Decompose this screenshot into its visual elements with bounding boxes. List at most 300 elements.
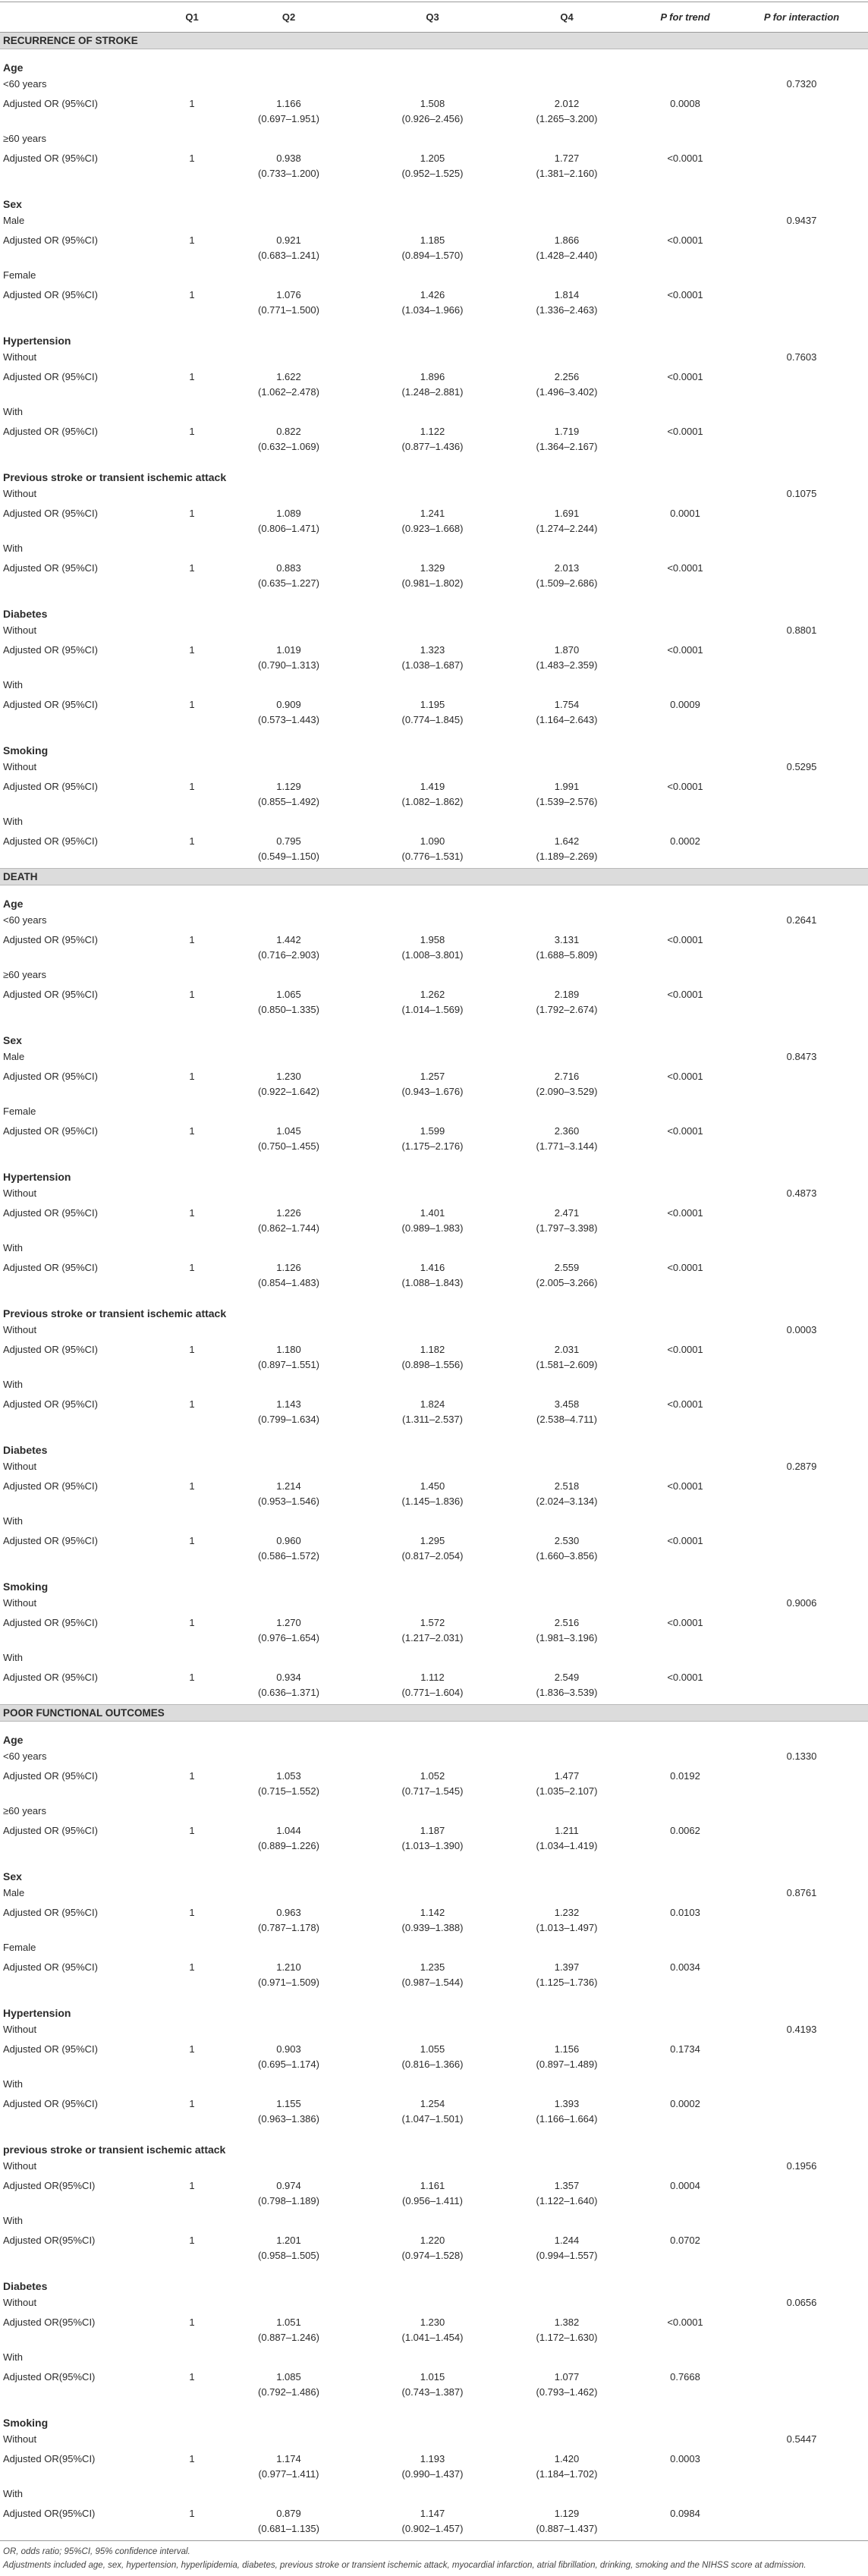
p-trend-value: <0.0001 [667, 1124, 703, 1137]
q4-confidence-interval: (1.539–2.576) [536, 795, 598, 807]
empty-cell [366, 541, 498, 556]
header-p-trend [635, 2, 735, 33]
empty-cell [366, 814, 498, 829]
section-row [0, 33, 868, 49]
empty-cell [735, 1201, 868, 1241]
empty-cell [498, 1804, 635, 1819]
q4-estimate [498, 283, 635, 322]
empty-cell [735, 131, 868, 146]
q3-estimate [366, 1764, 498, 1804]
estimate-row [0, 775, 868, 814]
header-p-interaction-text: P for interaction [763, 11, 840, 23]
header-q3: Q3 [366, 2, 498, 33]
q3-estimate [366, 2365, 498, 2405]
subgroup-name: <60 years [3, 78, 47, 90]
q3-or-value: 1.090 [420, 835, 445, 847]
q2-estimate [211, 1065, 366, 1104]
empty-cell [735, 1819, 868, 1858]
empty-cell [211, 131, 366, 146]
q2-estimate [211, 1119, 366, 1159]
empty-cell [735, 678, 868, 693]
q2-confidence-interval: (0.790–1.313) [258, 659, 319, 671]
q2-estimate [211, 1819, 366, 1858]
q3-estimate [366, 146, 498, 186]
estimate-label: Adjusted OR(95%CI) [3, 2316, 96, 2328]
q2-or-value: 0.960 [276, 1534, 301, 1546]
p-trend-value: <0.0001 [667, 643, 703, 656]
empty-cell [173, 2159, 211, 2174]
empty-cell [211, 2077, 366, 2092]
q3-confidence-interval: (1.248–2.881) [401, 385, 464, 398]
empty-cell [498, 1650, 635, 1665]
empty-cell [635, 268, 735, 283]
estimate-row [0, 928, 868, 967]
q3-estimate [366, 2037, 498, 2077]
q3-estimate [366, 420, 498, 459]
empty-cell [498, 1886, 635, 1901]
subgroup-name: Without [3, 2024, 37, 2035]
q2-or-value: 1.045 [276, 1124, 301, 1137]
q1-reference: 1 [189, 698, 195, 710]
empty-cell [735, 1241, 868, 1256]
q2-confidence-interval: (0.632–1.069) [258, 440, 319, 452]
group-title: Age [3, 61, 24, 74]
estimate-label: Adjusted OR (95%CI) [3, 152, 98, 164]
empty-cell [498, 2432, 635, 2447]
empty-cell [735, 1940, 868, 1955]
empty-cell [635, 760, 735, 775]
q4-confidence-interval: (1.172–1.630) [536, 2331, 598, 2343]
empty-cell [735, 814, 868, 829]
q3-or-value: 1.262 [420, 988, 445, 1000]
p-trend-value: <0.0001 [667, 370, 703, 382]
estimate-label: Adjusted OR (95%CI) [3, 1070, 98, 1082]
q2-or-value: 1.044 [276, 1824, 301, 1836]
empty-cell [366, 2159, 498, 2174]
subgroup-row [0, 131, 868, 146]
q4-confidence-interval: (1.364–2.167) [536, 440, 598, 452]
empty-cell [498, 1459, 635, 1474]
q4-estimate [498, 1201, 635, 1241]
empty-cell [173, 913, 211, 928]
q3-confidence-interval: (1.088–1.843) [401, 1276, 464, 1288]
q3-or-value: 1.235 [420, 1961, 445, 1973]
empty-cell [635, 486, 735, 502]
subgroup-row [0, 1323, 868, 1338]
empty-cell [366, 1241, 498, 1256]
q3-estimate [366, 283, 498, 322]
q2-estimate [211, 1392, 366, 1432]
estimate-label: Adjusted OR (95%CI) [3, 234, 98, 246]
q2-confidence-interval: (0.695–1.174) [258, 2058, 319, 2070]
estimate-label: Adjusted OR (95%CI) [3, 988, 98, 1000]
q4-or-value: 1.244 [554, 2234, 580, 2246]
q4-confidence-interval: (1.265–3.200) [536, 112, 598, 124]
q4-estimate [498, 1474, 635, 1514]
q3-confidence-interval: (1.038–1.687) [401, 659, 464, 671]
subgroup-row [0, 814, 868, 829]
empty-cell [635, 1804, 735, 1819]
q2-or-value: 0.903 [276, 2043, 301, 2055]
q2-confidence-interval: (0.922–1.642) [258, 1085, 319, 1097]
empty-cell [211, 1514, 366, 1529]
subgroup-row [0, 1104, 868, 1119]
estimate-row [0, 829, 868, 869]
subgroup-name: Female [3, 269, 36, 281]
estimate-label: Adjusted OR (95%CI) [3, 2097, 98, 2109]
empty-cell [735, 146, 868, 186]
group-row [0, 1568, 868, 1596]
q3-or-value: 1.323 [420, 643, 445, 656]
q3-estimate [366, 1392, 498, 1432]
empty-cell [366, 2077, 498, 2092]
subgroup-row [0, 760, 868, 775]
subgroup-row [0, 213, 868, 228]
q4-confidence-interval: (1.013–1.497) [536, 1921, 598, 1933]
empty-cell [735, 1514, 868, 1529]
estimate-row [0, 502, 868, 541]
q2-or-value: 0.909 [276, 698, 301, 710]
q2-or-value: 1.143 [276, 1398, 301, 1410]
empty-cell [366, 350, 498, 365]
q3-confidence-interval: (0.926–2.456) [401, 112, 464, 124]
empty-cell [635, 1596, 735, 1611]
q1-reference: 1 [189, 1206, 195, 1219]
q3-or-value: 1.142 [420, 1906, 445, 1918]
q4-or-value: 3.458 [554, 1398, 580, 1410]
q3-estimate [366, 502, 498, 541]
q3-confidence-interval: (0.743–1.387) [401, 2386, 464, 2398]
subgroup-row [0, 350, 868, 365]
group-title: Diabetes [3, 607, 48, 620]
q4-estimate [498, 928, 635, 967]
q2-estimate [211, 365, 366, 404]
empty-cell [173, 1514, 211, 1529]
estimate-label: Adjusted OR (95%CI) [3, 1480, 98, 1492]
empty-cell [211, 2432, 366, 2447]
empty-cell [498, 678, 635, 693]
subgroup-name: Without [3, 2160, 37, 2172]
q2-estimate [211, 2037, 366, 2077]
estimate-row [0, 2447, 868, 2486]
q2-or-value: 1.085 [276, 2370, 301, 2383]
empty-cell [173, 2295, 211, 2310]
q2-or-value: 0.974 [276, 2179, 301, 2191]
p-trend-value: 0.0192 [670, 1769, 700, 1782]
empty-cell [735, 268, 868, 283]
q3-estimate [366, 2092, 498, 2131]
footnote-adjustments: Adjustments included age, sex, hypertension, hyperlipidemia, diabetes, previous stroke or transient ischemic attack, myocardial infarction, atrial fibrillation, drinking, smoking and the NIHSS score at admission. [3, 2561, 807, 2570]
empty-cell [498, 131, 635, 146]
p-trend-value: 0.0001 [670, 507, 700, 519]
empty-cell [211, 1650, 366, 1665]
subgroup-row [0, 1749, 868, 1764]
q2-or-value: 1.126 [276, 1261, 301, 1273]
header-p-interaction [735, 2, 868, 33]
q2-estimate [211, 2174, 366, 2213]
estimate-label: Adjusted OR (95%CI) [3, 1671, 98, 1683]
q3-estimate [366, 1819, 498, 1858]
q2-or-value: 0.921 [276, 234, 301, 246]
q4-estimate [498, 556, 635, 596]
group-title: previous stroke or transient ischemic attack [3, 2143, 226, 2156]
q2-confidence-interval: (0.862–1.744) [258, 1222, 319, 1234]
q2-confidence-interval: (0.586–1.572) [258, 1549, 319, 1562]
q4-confidence-interval: (1.836–3.539) [536, 1686, 598, 1698]
q4-or-value: 2.013 [554, 561, 580, 574]
empty-cell [211, 1459, 366, 1474]
subgroup-row [0, 2350, 868, 2365]
q3-estimate [366, 2174, 498, 2213]
subgroup-row [0, 404, 868, 420]
q1-reference: 1 [189, 425, 195, 437]
empty-cell [211, 404, 366, 420]
q3-or-value: 1.182 [420, 1343, 445, 1355]
q4-confidence-interval: (0.994–1.557) [536, 2249, 598, 2261]
q3-confidence-interval: (0.956–1.411) [402, 2194, 463, 2206]
q2-confidence-interval: (0.549–1.150) [258, 850, 319, 862]
q2-estimate [211, 1474, 366, 1514]
p-interaction-value: 0.5295 [786, 761, 817, 772]
q1-reference: 1 [189, 1534, 195, 1546]
estimate-label: Adjusted OR (95%CI) [3, 1906, 98, 1918]
q4-or-value: 1.866 [554, 234, 580, 246]
empty-cell [498, 913, 635, 928]
q2-confidence-interval: (0.798–1.189) [258, 2194, 319, 2206]
p-trend-value: 0.0002 [670, 2097, 700, 2109]
q3-estimate [366, 1474, 498, 1514]
p-interaction-value: 0.2641 [786, 914, 817, 926]
estimate-row [0, 1529, 868, 1568]
estimate-row [0, 1955, 868, 1995]
q4-or-value: 1.211 [555, 1824, 579, 1836]
subgroup-name: Without [3, 1597, 37, 1609]
empty-cell [735, 2365, 868, 2405]
q4-confidence-interval: (1.274–2.244) [536, 522, 598, 534]
p-trend-value: <0.0001 [667, 1206, 703, 1219]
p-trend-value: <0.0001 [667, 1398, 703, 1410]
q1-reference: 1 [189, 1906, 195, 1918]
q2-confidence-interval: (0.750–1.455) [258, 1140, 319, 1152]
q2-confidence-interval: (0.887–1.246) [258, 2331, 319, 2343]
q2-estimate [211, 2310, 366, 2350]
estimate-label: Adjusted OR (95%CI) [3, 933, 98, 945]
q4-or-value: 2.256 [554, 370, 580, 382]
q4-or-value: 1.477 [554, 1769, 580, 1782]
q2-or-value: 1.155 [276, 2097, 301, 2109]
q4-or-value: 1.814 [554, 288, 580, 300]
empty-cell [366, 486, 498, 502]
estimate-row [0, 2228, 868, 2268]
q4-confidence-interval: (1.688–5.809) [536, 948, 598, 961]
q3-estimate [366, 2310, 498, 2350]
empty-cell [173, 1596, 211, 1611]
empty-cell [211, 2295, 366, 2310]
empty-cell [498, 1596, 635, 1611]
q4-estimate [498, 502, 635, 541]
q3-or-value: 1.193 [420, 2452, 445, 2464]
subgroup-row [0, 1049, 868, 1065]
q3-or-value: 1.161 [420, 2179, 445, 2191]
empty-cell [735, 2213, 868, 2228]
q1-reference: 1 [189, 507, 195, 519]
table-body [0, 33, 868, 2541]
empty-cell [366, 1377, 498, 1392]
q4-or-value: 1.129 [554, 2507, 580, 2519]
estimate-row [0, 1119, 868, 1159]
q2-confidence-interval: (0.799–1.634) [258, 1413, 319, 1425]
empty-cell [498, 1323, 635, 1338]
empty-cell [498, 541, 635, 556]
empty-cell [211, 1186, 366, 1201]
estimate-row [0, 1065, 868, 1104]
group-title: Previous stroke or transient ischemic attack [3, 1307, 227, 1319]
q4-estimate [498, 2447, 635, 2486]
empty-cell [635, 678, 735, 693]
group-row [0, 1995, 868, 2022]
empty-cell [735, 967, 868, 983]
q3-or-value: 1.052 [420, 1769, 445, 1782]
q1-reference: 1 [189, 234, 195, 246]
empty-cell [735, 1338, 868, 1377]
empty-cell [735, 1764, 868, 1804]
q1-reference: 1 [189, 1961, 195, 1973]
q4-confidence-interval: (1.034–1.419) [536, 1839, 598, 1851]
q4-or-value: 2.716 [554, 1070, 580, 1082]
q3-estimate [366, 1611, 498, 1650]
q3-estimate [366, 1901, 498, 1940]
p-interaction-value: 0.8761 [786, 1887, 817, 1898]
q4-estimate [498, 1338, 635, 1377]
estimate-label: Adjusted OR (95%CI) [3, 1261, 98, 1273]
q4-confidence-interval: (1.660–3.856) [536, 1549, 598, 1562]
q4-or-value: 1.357 [554, 2179, 580, 2191]
empty-cell [498, 760, 635, 775]
q3-estimate [366, 1065, 498, 1104]
estimate-row [0, 420, 868, 459]
empty-cell [173, 1886, 211, 1901]
q2-estimate [211, 502, 366, 541]
empty-cell [211, 541, 366, 556]
q3-or-value: 1.015 [420, 2370, 445, 2383]
q4-or-value: 1.420 [554, 2452, 580, 2464]
q3-estimate [366, 1529, 498, 1568]
q1-reference: 1 [189, 1480, 195, 1492]
p-interaction-value: 0.5447 [786, 2433, 817, 2445]
q2-confidence-interval: (0.636–1.371) [258, 1686, 319, 1698]
subgroup-row [0, 2077, 868, 2092]
empty-cell [173, 2022, 211, 2037]
q4-or-value: 1.077 [554, 2370, 580, 2383]
q4-confidence-interval: (1.122–1.640) [536, 2194, 598, 2206]
empty-cell [173, 1804, 211, 1819]
empty-cell [735, 2310, 868, 2350]
group-title: Hypertension [3, 334, 71, 347]
estimate-label: Adjusted OR(95%CI) [3, 2179, 96, 2191]
empty-cell [735, 1611, 868, 1650]
q4-confidence-interval: (1.125–1.736) [536, 1976, 598, 1988]
empty-cell [366, 913, 498, 928]
empty-cell [211, 1377, 366, 1392]
q4-confidence-interval: (1.496–3.402) [536, 385, 598, 398]
q2-estimate [211, 1529, 366, 1568]
empty-cell [735, 502, 868, 541]
group-row [0, 596, 868, 623]
q2-confidence-interval: (0.573–1.443) [258, 713, 319, 725]
q4-estimate [498, 2228, 635, 2268]
subgroup-row [0, 1241, 868, 1256]
subgroup-row [0, 967, 868, 983]
empty-cell [211, 1596, 366, 1611]
empty-cell [735, 1955, 868, 1995]
empty-cell [498, 1049, 635, 1065]
q4-or-value: 2.559 [554, 1261, 580, 1273]
q3-estimate [366, 92, 498, 131]
subgroup-name: Without [3, 2297, 37, 2308]
group-row [0, 2268, 868, 2295]
estimate-row [0, 228, 868, 268]
q2-estimate [211, 556, 366, 596]
empty-cell [635, 2295, 735, 2310]
q2-confidence-interval: (0.733–1.200) [258, 167, 319, 179]
empty-cell [498, 2077, 635, 2092]
subgroup-name: Without [3, 624, 37, 636]
empty-cell [735, 1529, 868, 1568]
group-title: Smoking [3, 2416, 49, 2429]
estimate-label: Adjusted OR (95%CI) [3, 1616, 98, 1628]
q3-or-value: 1.112 [420, 1671, 445, 1683]
q2-confidence-interval: (0.897–1.551) [258, 1358, 319, 1370]
q2-confidence-interval: (0.792–1.486) [258, 2386, 319, 2398]
group-row [0, 1159, 868, 1186]
subgroup-row [0, 1596, 868, 1611]
q3-confidence-interval: (1.311–2.537) [402, 1413, 463, 1425]
empty-cell [635, 913, 735, 928]
q4-or-value: 1.642 [554, 835, 580, 847]
p-interaction-value: 0.8473 [786, 1051, 817, 1062]
subgroup-name: Without [3, 2433, 37, 2445]
group-title: Smoking [3, 744, 49, 756]
q2-estimate [211, 1665, 366, 1705]
q4-or-value: 1.727 [554, 152, 580, 164]
p-trend-value: <0.0001 [667, 1534, 703, 1546]
q2-or-value: 1.065 [276, 988, 301, 1000]
q3-or-value: 1.241 [420, 507, 445, 519]
empty-cell [173, 1749, 211, 1764]
estimate-label: Adjusted OR(95%CI) [3, 2370, 96, 2383]
q3-or-value: 1.416 [420, 1261, 445, 1273]
empty-cell [498, 2022, 635, 2037]
q3-confidence-interval: (0.990–1.437) [401, 2467, 464, 2480]
empty-cell [635, 1104, 735, 1119]
empty-cell [366, 623, 498, 638]
estimate-label: Adjusted OR(95%CI) [3, 2507, 96, 2519]
empty-cell [635, 1049, 735, 1065]
empty-cell [498, 967, 635, 983]
estimate-row [0, 92, 868, 131]
q1-reference: 1 [189, 643, 195, 656]
subgroup-name: Without [3, 1461, 37, 1472]
q4-or-value: 2.031 [554, 1343, 580, 1355]
empty-cell [173, 967, 211, 983]
q2-confidence-interval: (0.787–1.178) [258, 1921, 319, 1933]
q3-or-value: 1.426 [420, 288, 445, 300]
q3-confidence-interval: (1.217–2.031) [401, 1631, 464, 1643]
q3-confidence-interval: (1.034–1.966) [401, 304, 464, 316]
q2-confidence-interval: (0.850–1.335) [258, 1003, 319, 1015]
q4-confidence-interval: (1.184–1.702) [536, 2467, 598, 2480]
estimate-row [0, 2174, 868, 2213]
